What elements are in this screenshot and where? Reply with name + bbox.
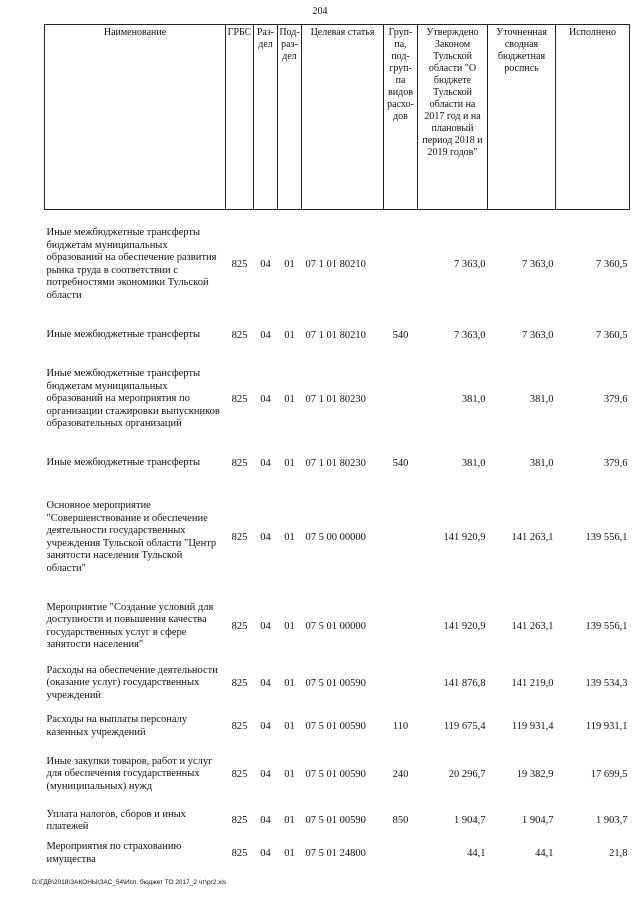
row-group: 110 [392, 720, 409, 732]
table-row [45, 210, 630, 320]
page-number: 204 [312, 6, 328, 17]
row-razdel: 04 [260, 768, 271, 780]
row-target: 07 5 01 00000 [305, 620, 366, 632]
row-podrazdel: 01 [284, 847, 295, 859]
row-grbs: 825 [231, 815, 248, 826]
row-name: Основное мероприятие "Совершенствование и обеспечение деятельности государственных учреждения Тульской области "Центр занятости населения Тульской области" [46, 500, 217, 574]
row-refined: 7 363,0 [522, 258, 554, 270]
row-group [384, 210, 418, 320]
row-executed: 17 699,5 [590, 768, 628, 780]
row-executed: 1 903,7 [596, 815, 628, 826]
row-razdel: 04 [260, 531, 271, 543]
row-name: Мероприятие "Создание условий для доступности и повышения качества государственных услуг в сфере занятости населения" [46, 601, 214, 650]
row-approved: 7 363,0 [454, 329, 486, 341]
row-podrazdel: 01 [284, 815, 295, 826]
header-target: Целевая статья [302, 25, 384, 210]
row-executed: 139 556,1 [585, 531, 628, 543]
header-group: Груп-па, под-груп-па видов расхо-дов [384, 25, 418, 210]
table-row [45, 837, 630, 871]
row-refined: 141 219,0 [511, 677, 554, 689]
row-group: 240 [392, 768, 409, 780]
row-razdel: 04 [260, 258, 271, 270]
row-grbs: 825 [231, 720, 248, 732]
row-refined: 19 382,9 [516, 768, 554, 780]
row-target: 07 1 01 80230 [305, 457, 366, 469]
row-executed: 379,6 [603, 457, 628, 469]
row-target: 07 1 01 80210 [305, 258, 366, 270]
row-approved: 44,1 [467, 847, 486, 859]
row-podrazdel: 01 [284, 620, 295, 632]
row-executed: 119 931,1 [585, 720, 628, 732]
row-podrazdel: 01 [284, 329, 295, 341]
row-refined: 141 263,1 [511, 531, 554, 543]
row-podrazdel: 01 [284, 393, 295, 405]
row-executed: 139 556,1 [585, 620, 628, 632]
row-target: 07 1 01 80210 [305, 329, 366, 341]
table-row [45, 710, 630, 744]
row-group: 540 [392, 457, 409, 469]
header-podrazdel: Под-раз-дел [278, 25, 302, 210]
header-executed: Исполнено [556, 25, 630, 210]
row-name: Иные межбюджетные трансферты бюджетам муниципальных образований на обеспечение развития рынка труда в соответствии с потребностями экономики Тульской области [46, 227, 217, 301]
row-name: Иные межбюджетные трансферты бюджетам муниципальных образований на мероприятия по организации стажировки выпускников образовательных организаций [46, 368, 220, 430]
row-grbs: 825 [231, 677, 248, 689]
table-row [45, 596, 630, 658]
row-grbs: 825 [231, 393, 248, 405]
row-name: Уплата налогов, сборов и иных платежей [46, 808, 186, 832]
row-refined: 381,0 [529, 457, 554, 469]
row-target: 07 5 01 00590 [305, 677, 366, 689]
row-group: 850 [392, 815, 409, 826]
row-executed: 139 534,3 [585, 677, 628, 689]
row-razdel: 04 [260, 815, 271, 826]
row-refined: 119 931,4 [511, 720, 554, 732]
table-row [45, 658, 630, 710]
table-row [45, 744, 630, 806]
row-grbs: 825 [231, 531, 248, 543]
row-refined: 141 263,1 [511, 620, 554, 632]
row-name: Мероприятия по страхованию имущества [46, 841, 182, 865]
row-podrazdel: 01 [284, 531, 295, 543]
row-executed: 7 360,5 [596, 258, 628, 270]
header-grbs: ГРБС [226, 25, 254, 210]
row-group [384, 658, 418, 710]
row-target: 07 5 00 00000 [305, 531, 366, 543]
row-target: 07 5 01 00590 [305, 815, 366, 826]
row-approved: 141 920,9 [443, 531, 486, 543]
row-razdel: 04 [260, 393, 271, 405]
row-approved: 141 876,8 [443, 677, 486, 689]
budget-table [44, 24, 630, 871]
row-podrazdel: 01 [284, 677, 295, 689]
footer-file-path: D:\ГДВ\2018\ЗАКОНЫ\ЗАС_54\Исп. бюджет ТО 2017_2 чт\pr2.xls [32, 879, 227, 886]
row-group [384, 596, 418, 658]
table-row [45, 352, 630, 448]
row-name: Иные межбюджетные трансферты [46, 329, 201, 341]
row-executed: 7 360,5 [596, 329, 628, 341]
row-name: Иные закупки товаров, работ и услуг для обеспечения государственных (муниципальных) нужд [46, 755, 213, 792]
table-row [45, 320, 630, 352]
header-razdel: Раз-дел [254, 25, 278, 210]
row-podrazdel: 01 [284, 768, 295, 780]
row-refined: 1 904,7 [522, 815, 554, 826]
table-row [45, 448, 630, 480]
row-approved: 141 920,9 [443, 620, 486, 632]
row-approved: 381,0 [461, 393, 486, 405]
row-razdel: 04 [260, 720, 271, 732]
row-target: 07 5 01 24800 [305, 847, 366, 859]
row-razdel: 04 [260, 677, 271, 689]
row-name: Расходы на обеспечение деятельности (оказание услуг) государственных учреждений [46, 664, 218, 701]
row-executed: 379,6 [603, 393, 628, 405]
row-group [384, 837, 418, 871]
table-row [45, 806, 630, 837]
row-group [384, 352, 418, 448]
row-refined: 381,0 [529, 393, 554, 405]
row-grbs: 825 [231, 620, 248, 632]
row-target: 07 5 01 00590 [305, 768, 366, 780]
row-podrazdel: 01 [284, 258, 295, 270]
row-grbs: 825 [231, 329, 248, 341]
header-approved: Утверждено Законом Тульской области "О бюджете Тульской области на 2017 год и на плановый период 2018 и 2019 годов" [418, 25, 488, 210]
row-razdel: 04 [260, 329, 271, 341]
table-row [45, 480, 630, 596]
row-approved: 1 904,7 [454, 815, 486, 826]
row-target: 07 1 01 80230 [305, 393, 366, 405]
row-target: 07 5 01 00590 [305, 720, 366, 732]
row-approved: 20 296,7 [448, 768, 486, 780]
header-refined: Уточненная сводная бюджетная роспись [488, 25, 556, 210]
row-podrazdel: 01 [284, 720, 295, 732]
row-grbs: 825 [231, 847, 248, 859]
row-podrazdel: 01 [284, 457, 295, 469]
row-razdel: 04 [260, 620, 271, 632]
row-razdel: 04 [260, 847, 271, 859]
row-grbs: 825 [231, 258, 248, 270]
row-grbs: 825 [231, 457, 248, 469]
row-approved: 119 675,4 [443, 720, 486, 732]
row-group [384, 480, 418, 596]
row-group: 540 [392, 329, 409, 341]
row-approved: 7 363,0 [454, 258, 486, 270]
row-name: Расходы на выплаты персоналу казенных учреждений [46, 714, 188, 738]
row-name: Иные межбюджетные трансферты [46, 457, 201, 469]
row-refined: 7 363,0 [522, 329, 554, 341]
row-grbs: 825 [231, 768, 248, 780]
row-razdel: 04 [260, 457, 271, 469]
row-executed: 21,8 [609, 847, 628, 859]
row-refined: 44,1 [535, 847, 554, 859]
table-header-row [45, 25, 630, 210]
header-name: Наименование [45, 25, 226, 210]
row-approved: 381,0 [461, 457, 486, 469]
